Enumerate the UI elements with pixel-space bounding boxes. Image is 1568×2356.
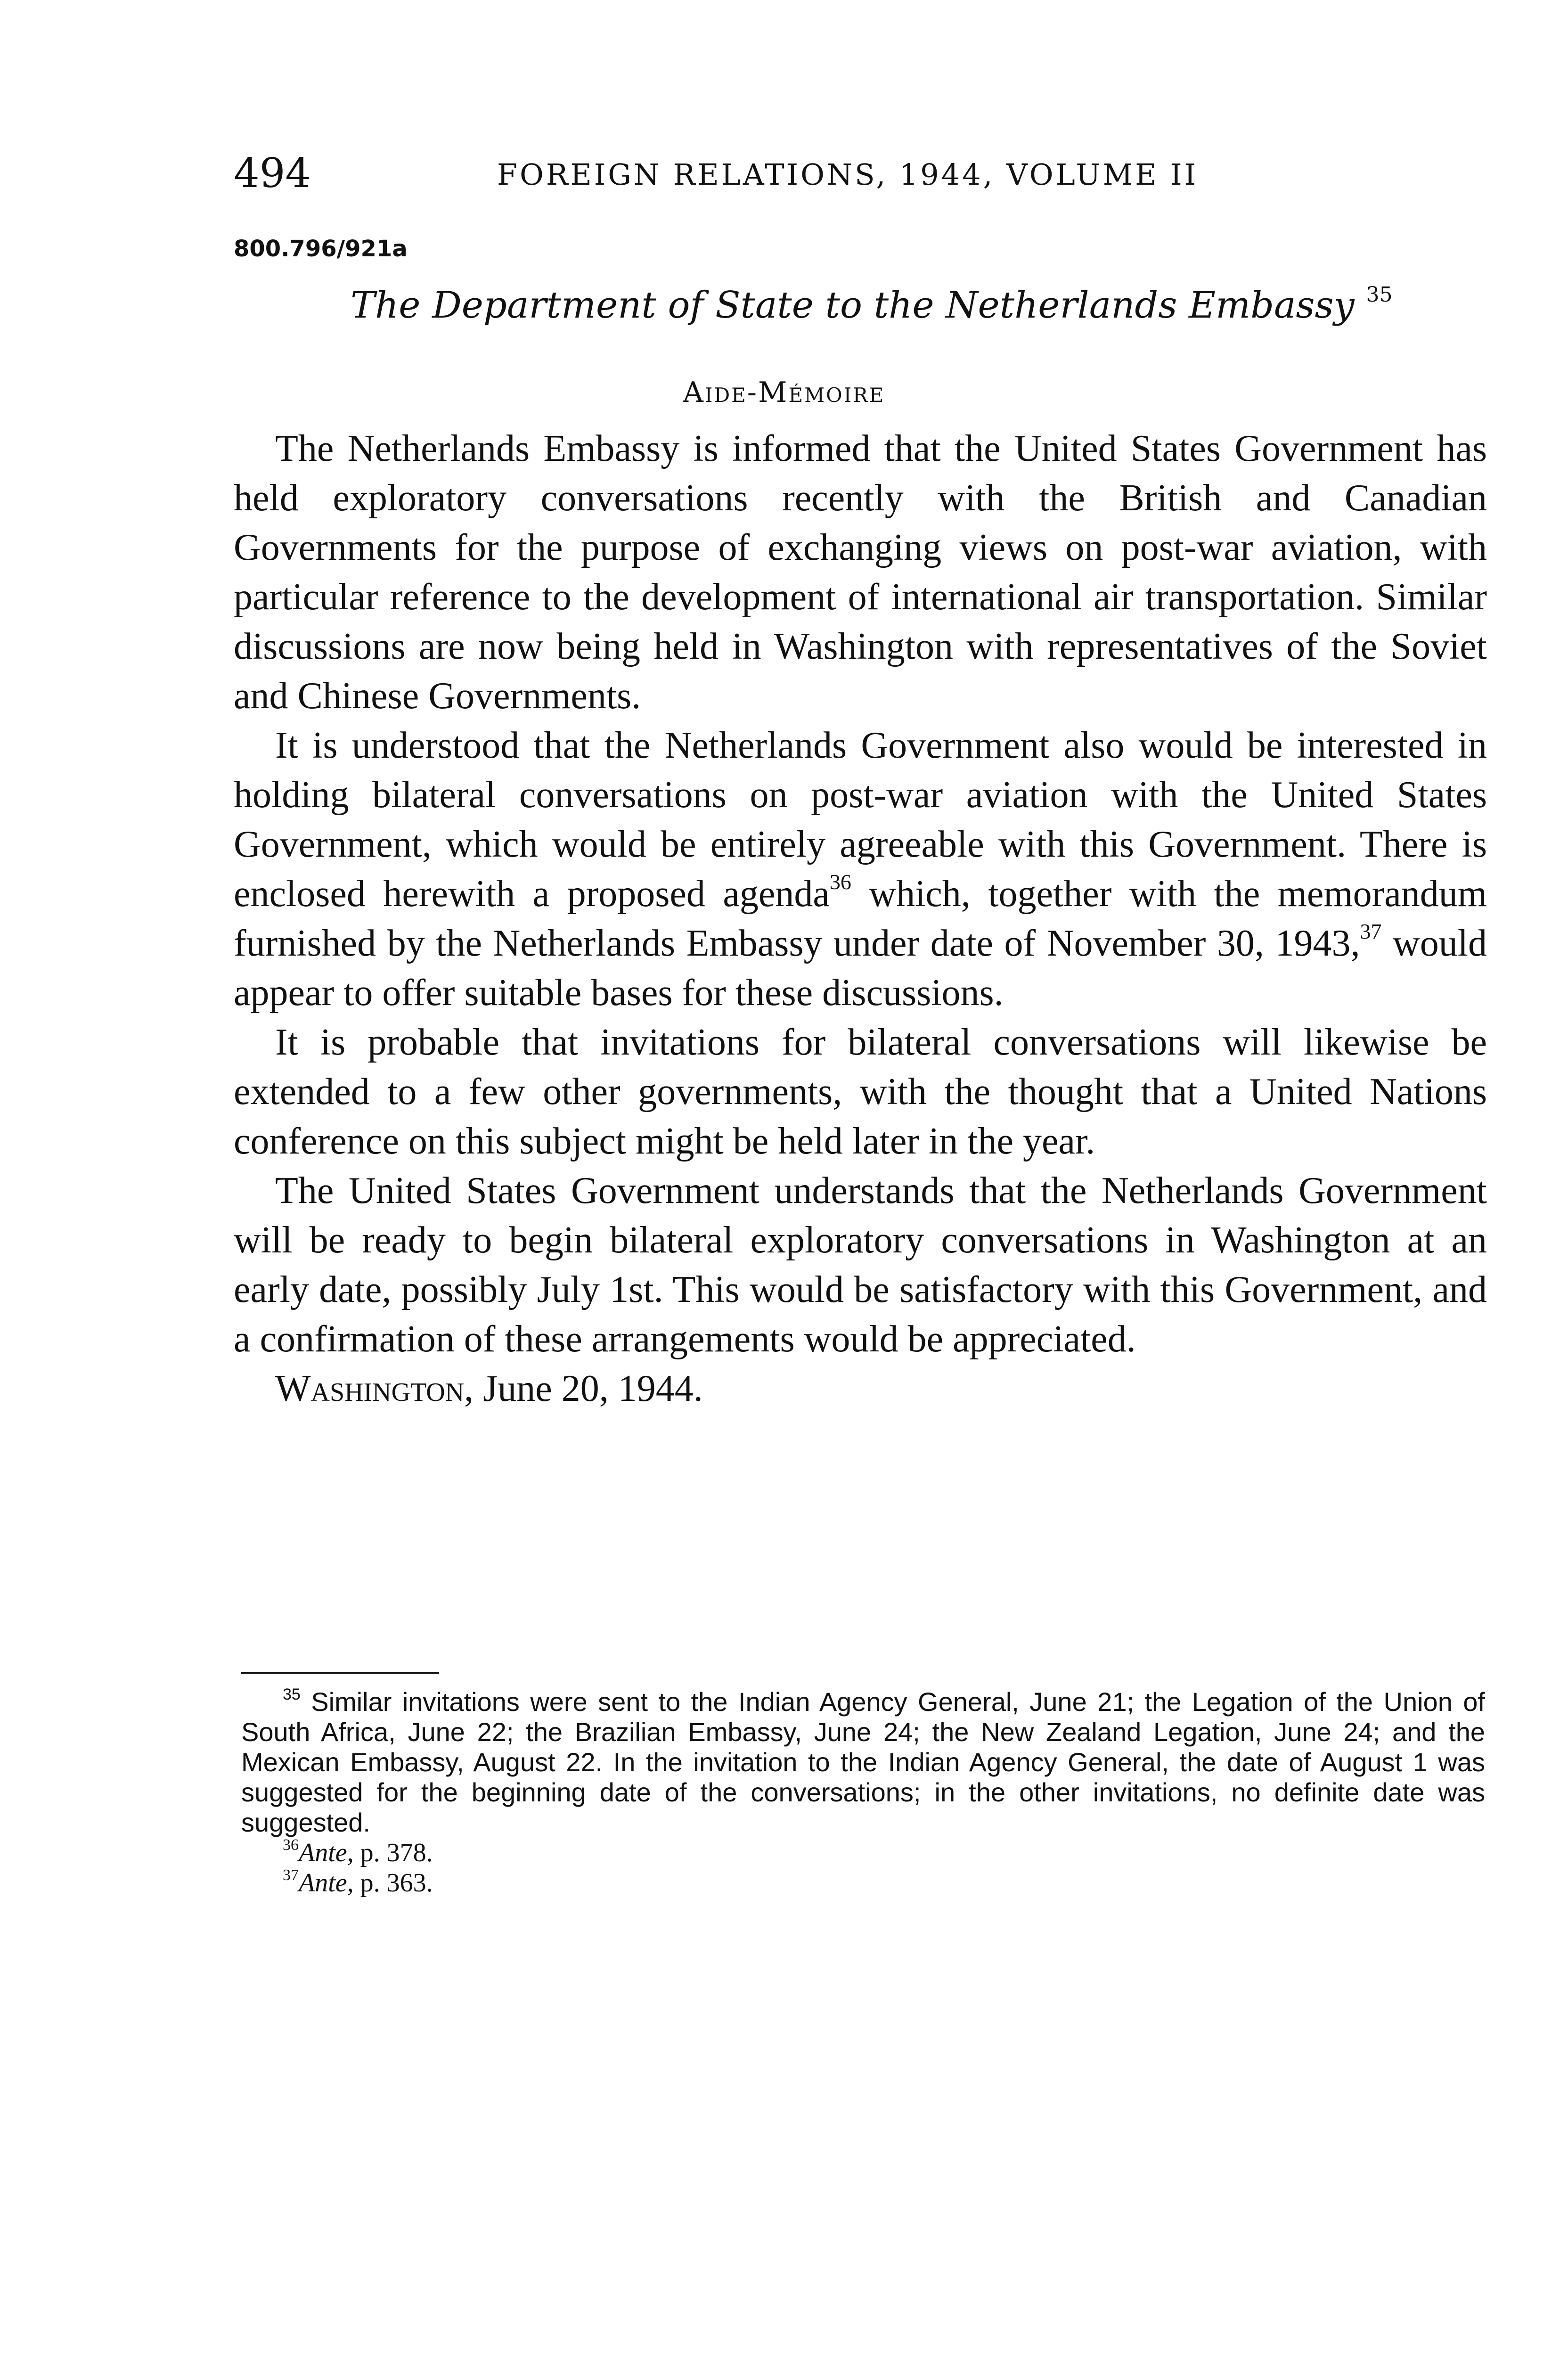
document-heading [351, 283, 1392, 327]
footnote [241, 1838, 1485, 1868]
page-number: 494 [234, 150, 311, 197]
body-paragraph [234, 721, 1487, 1018]
footnote-ref: 37 [1360, 919, 1382, 943]
footnote-text: , p. 378. [347, 1838, 433, 1867]
footnote-number: 37 [283, 1866, 299, 1884]
paragraph-text: would appear to offer suitable bases for these discussions. [234, 923, 1487, 1014]
heading-footnote-ref: 35 [1366, 283, 1393, 307]
signoff-date: , June 20, 1944. [464, 1368, 703, 1409]
body-paragraph: It is probable that invitations for bilateral conversations will likewise be extended to a few other governments, with the thought that a United Nations conference on this subject might be held later in the year. [234, 1022, 1487, 1162]
footnote-ref: 36 [829, 870, 851, 894]
footnote [241, 1868, 1485, 1898]
document-body [234, 424, 1487, 1414]
document-subheading: Aide-Mémoire [683, 376, 885, 409]
body-paragraph: The United States Government understands that the Netherlands Government will be ready to begin bilateral exploratory conversations in Washington at an early date, possibly July 1st. This would be satisfactory with this Government, and a confirmation of these arrangements would be appreciated. [234, 1170, 1487, 1360]
page-header [226, 150, 1210, 202]
body-paragraph: The Netherlands Embassy is informed that the United States Government has held exploratory conversations recently with the British and Canadian Governments for the purpose of exchanging views on post-war aviation, with particular reference to the development of international air transportation. Similar discussions are now being held in Washington with representatives of the Soviet and Chinese Governments. [234, 428, 1487, 717]
footnote-ref-word: Ante [299, 1838, 347, 1867]
document-file-number: 800.796/921a [234, 236, 408, 262]
signoff-place: Washington [275, 1368, 465, 1409]
signoff [234, 1364, 1487, 1414]
footnote-number: 35 [283, 1685, 301, 1703]
paragraph-text: which, together with the memorandum furnished by the Netherlands Embassy under date of November 30, 1943, [234, 873, 1487, 964]
paragraph-text: It is understood that the Netherlands Government also would be interested in holding bilateral conversations on post-war aviation with the United States Government, which would be entirely agreeable with this Government. There is enclosed herewith a proposed agenda [234, 725, 1487, 915]
heading-text: The Department of State to the Netherlands Embassy [351, 284, 1355, 327]
footnote-ref-word: Ante [299, 1868, 347, 1898]
footnote-divider [241, 1672, 439, 1674]
footnote-text: , p. 363. [347, 1868, 433, 1898]
footnotes [241, 1687, 1485, 1898]
footnote-number: 36 [283, 1836, 299, 1854]
footnote-text: Similar invitations were sent to the Indian Agency General, June 21; the Legation of the Union of South Africa, June 22; the Brazilian Embassy, June 24; the New Zealand Legation, June 24; and the Mexican Embassy, August 22. In the invitation to the Indian Agency General, the date of August 1 was suggested for the beginning date of the conversations; in the other invitations, no definite date was suggested. [241, 1687, 1485, 1837]
running-head: FOREIGN RELATIONS, 1944, VOLUME II [497, 157, 1199, 192]
footnote [241, 1687, 1485, 1838]
